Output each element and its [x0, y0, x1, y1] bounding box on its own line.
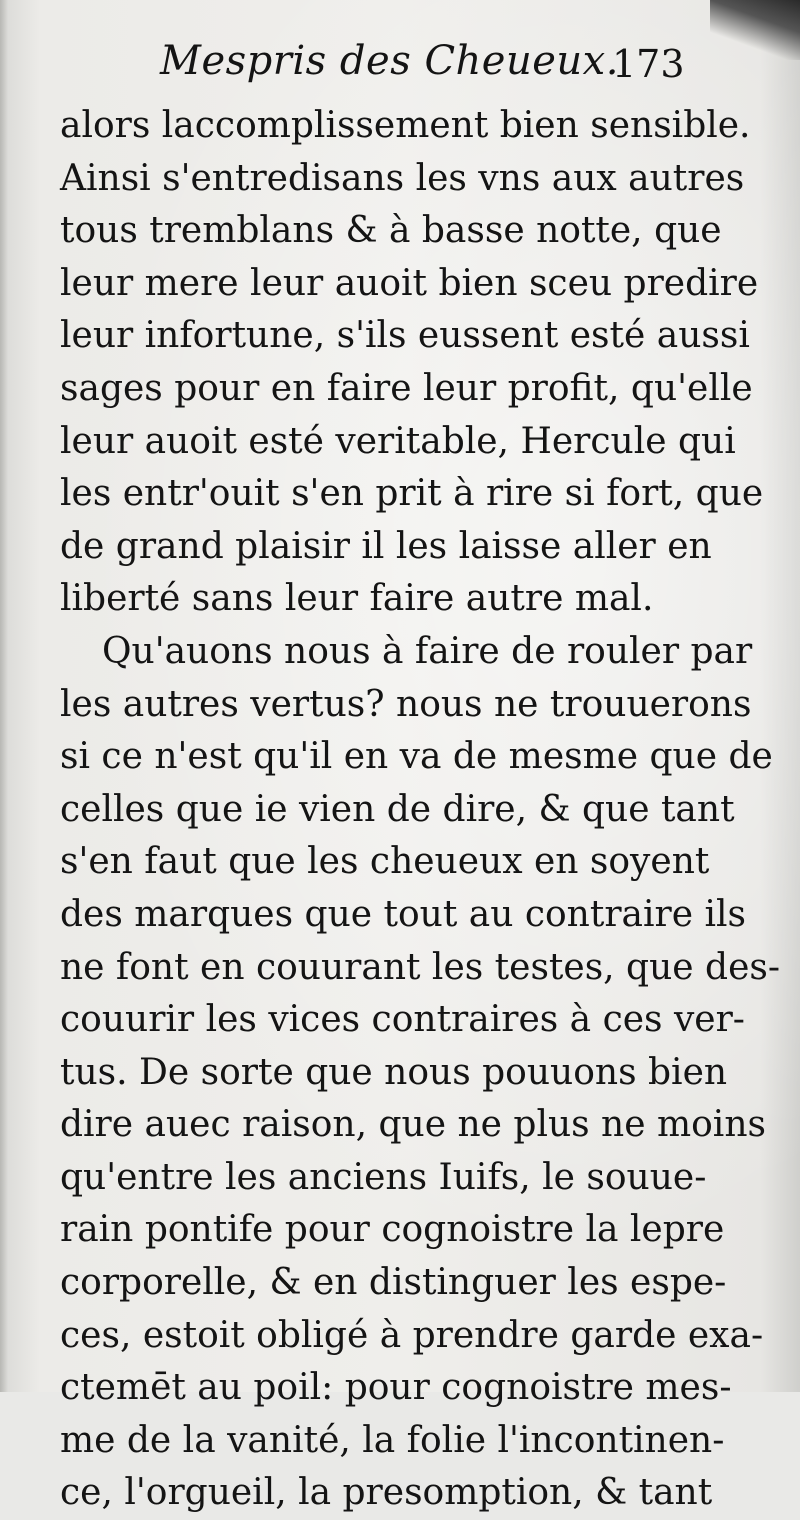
page-header	[0, 38, 800, 98]
text-line: ctemēt au poil: pour cognoistre mes-	[60, 1367, 732, 1409]
page-number: 173	[612, 42, 685, 86]
text-line: des marques que tout au contraire ils	[60, 893, 746, 935]
text-line: leur auoit esté veritable, Hercule qui	[60, 420, 736, 462]
text-line: ne font en couurant les testes, que des-	[60, 946, 781, 988]
text-line: tous tremblans & à basse notte, que	[60, 210, 722, 252]
text-line: sages pour en faire leur profit, qu'elle	[60, 367, 753, 409]
text-line: s'en faut que les cheueux en soyent	[60, 841, 710, 883]
text-line: liberté sans leur faire autre mal.	[60, 578, 654, 620]
text-line: qu'entre les anciens Iuifs, le souue-	[60, 1156, 707, 1198]
text-line: si ce n'est qu'il en va de mesme que de	[60, 736, 773, 778]
text-line: ces, estoit obligé à prendre garde exa-	[60, 1314, 764, 1356]
running-title: Mespris des Cheueux.	[160, 38, 619, 84]
text-line: alors laccomplissement bien sensible.	[60, 105, 751, 146]
paragraph-first-line: Qu'auons nous à faire de rouler par	[102, 630, 753, 672]
page-left-edge-shadow	[0, 0, 8, 1392]
text-line: les autres vertus? nous ne trouuerons	[60, 683, 752, 725]
text-line: couurir les vices contraires à ces ver-	[60, 999, 745, 1041]
text-line: Ainsi s'entredisans les vns aux autres	[60, 157, 745, 199]
text-line: leur infortune, s'ils eussent esté aussi	[60, 315, 750, 357]
text-line: de grand plaisir il les laisse aller en	[60, 525, 712, 567]
text-line: ce, l'orgueil, la presomption, & tant	[60, 1472, 713, 1514]
text-line: tus. De sorte que nous pouuons bien	[60, 1051, 728, 1093]
text-line: dire auec raison, que ne plus ne moins	[60, 1104, 766, 1146]
text-line: me de la vanité, la folie l'incontinen-	[60, 1419, 725, 1461]
text-line: rain pontife pour cognoistre la lepre	[60, 1209, 725, 1251]
text-line: corporelle, & en distinguer les espe-	[60, 1262, 727, 1304]
text-line: leur mere leur auoit bien sceu predire	[60, 262, 759, 304]
text-line: les entr'ouit s'en prit à rire si fort, que	[60, 473, 764, 515]
text-line: celles que ie vien de dire, & que tant	[60, 788, 735, 830]
body-text	[60, 100, 781, 1520]
